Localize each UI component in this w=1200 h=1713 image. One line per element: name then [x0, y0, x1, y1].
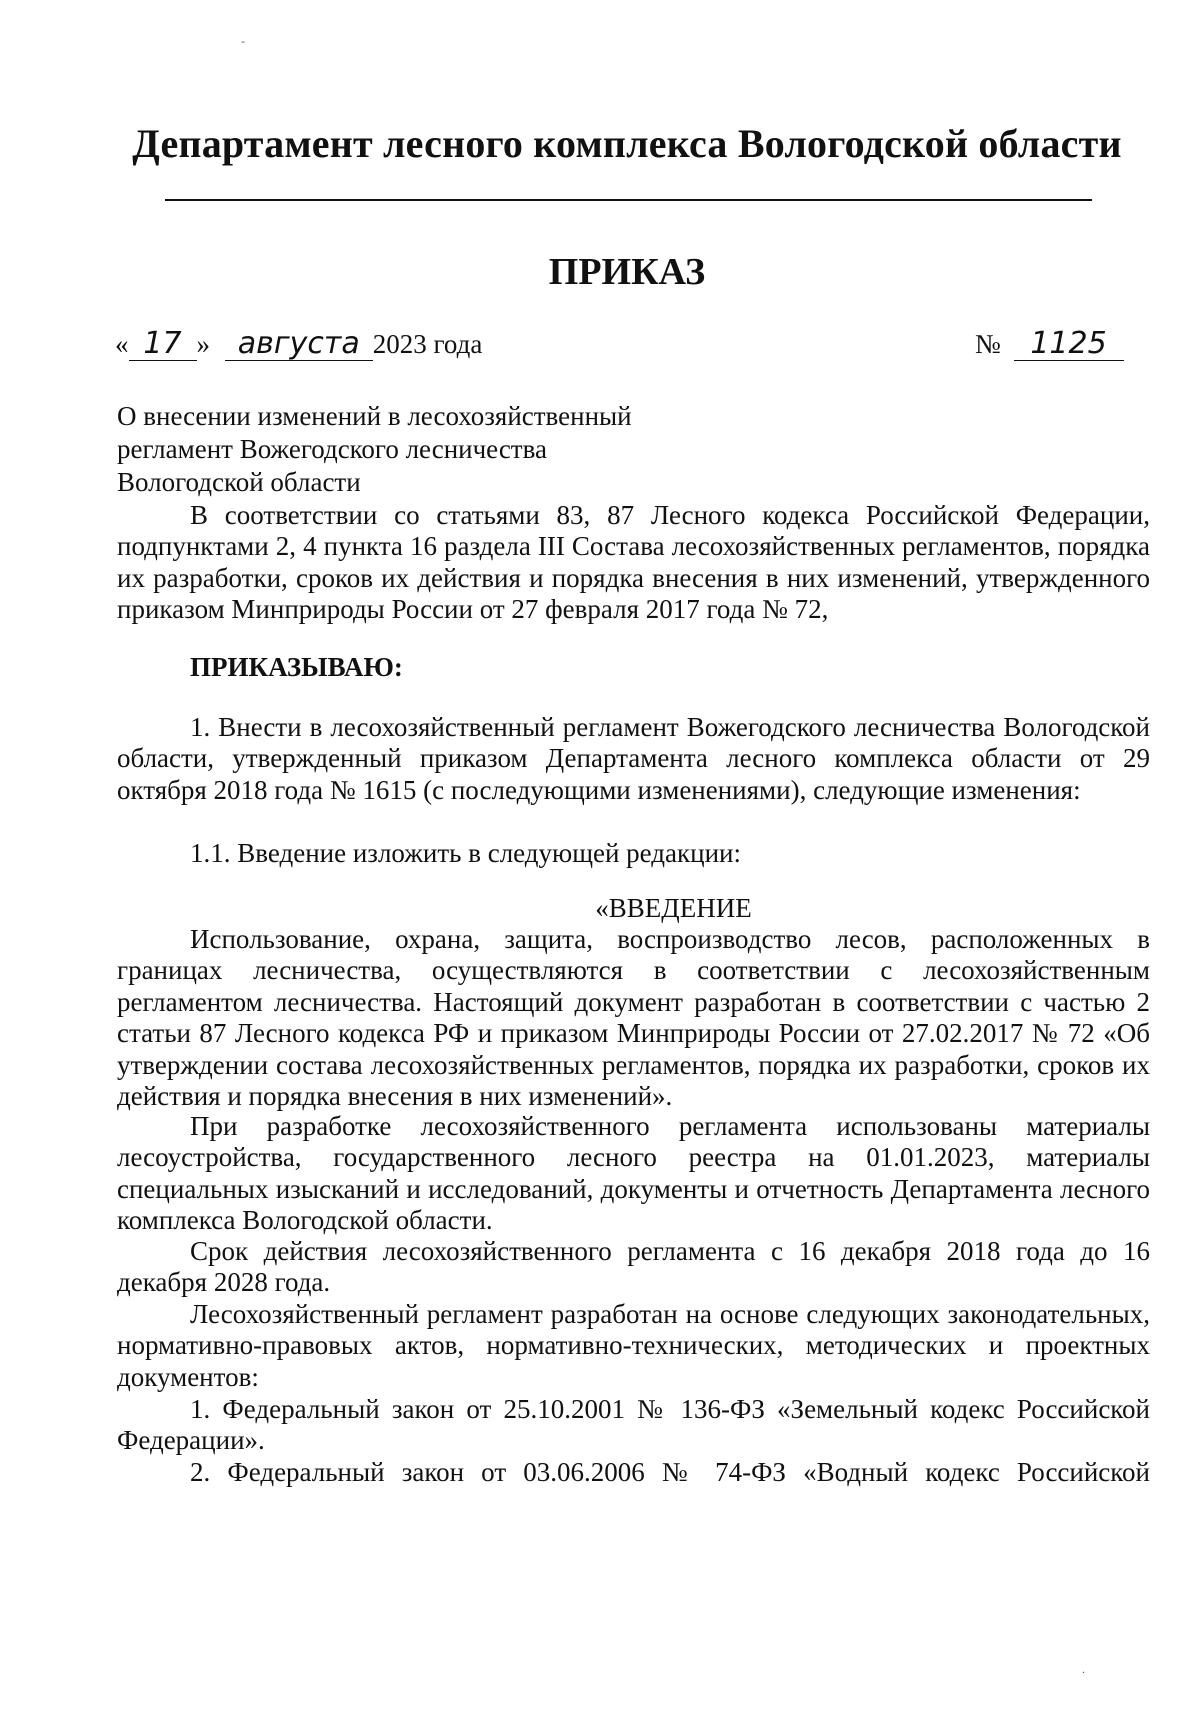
date-day-handwritten: 17: [129, 328, 197, 361]
department-title: Департамент лесного комплекса Вологодской области: [132, 121, 1122, 166]
order-subject: [117, 400, 632, 499]
legal-list-item: 2. Федеральный закон от 03.06.2006 № 74-ФЗ «Водный кодекс Российской: [190, 1457, 1150, 1487]
order-word: ПРИКАЗЫВАЮ:: [190, 652, 403, 682]
order-date: [115, 328, 482, 361]
date-year: 2023 года: [372, 329, 483, 359]
date-month-handwritten: августа: [225, 328, 373, 361]
document-type-heading: ПРИКАЗ: [548, 251, 706, 293]
item-1-1-paragraph: 1.1. Введение изложить в следующей редакции:: [190, 838, 741, 868]
legal-list-item: 1. Федеральный закон от 25.10.2001 № 136-ФЗ «Земельный кодекс Российской Федерации».: [117, 1394, 1150, 1456]
scan-speck: -: [241, 34, 245, 48]
date-close-quote: »: [196, 329, 210, 359]
title-divider: [165, 199, 1092, 201]
introduction-paragraph: При разработке лесохозяйственного регламента использованы материалы лесоустройства, государственного лесного реестра на 01.01.2023, материалы специальных изысканий и исследований, документы и отчетность Департамента лесного комплекса Вологодской области.: [117, 1111, 1150, 1236]
number-sign: №: [975, 329, 1001, 359]
scan-speck: .: [1082, 1662, 1085, 1676]
subject-line: Вологодской области: [117, 467, 361, 497]
introduction-paragraph: Использование, охрана, защита, воспроизводство лесов, расположенных в границах лесничества, осуществляются в соответствии с лесохозяйственным регламентом лесничества. Настоящий документ разработан в соответствии с частью 2 статьи 87 Лесного кодекса РФ и приказом Минприроды России от 27.02.2017 № 72 «Об утверждении состава лесохозяйственных регламентов, порядка их разработки, сроков их действия и порядка внесения в них изменений».: [117, 924, 1150, 1112]
subject-line: О внесении изменений в лесохозяйственный: [117, 401, 632, 431]
item-1-paragraph: 1. Внести в лесохозяйственный регламент Вожегодского лесничества Вологодской области, утвержденный приказом Департамента лесного комплекса области от 29 октября 2018 года № 1615 (с последующими изменениями), следующие изменения:: [117, 712, 1150, 805]
order-number-handwritten: 1125: [1014, 328, 1124, 361]
order-number: [975, 328, 1124, 361]
date-open-quote: «: [115, 329, 129, 359]
introduction-paragraph: Лесохозяйственный регламент разработан на основе следующих законодательных, нормативно-правовых актов, нормативно-технических, методических и проектных документов:: [117, 1299, 1150, 1392]
preamble-paragraph: В соответствии со статьями 83, 87 Лесного кодекса Российской Федерации, подпунктами 2, 4 пункта 16 раздела III Состава лесохозяйственных регламентов, порядка их разработки, сроков их действия и порядка внесения в них изменений, утвержденного приказом Минприроды России от 27 февраля 2017 года № 72,: [117, 500, 1150, 625]
introduction-paragraph: Срок действия лесохозяйственного регламента с 16 декабря 2018 года до 16 декабря 2028 года.: [117, 1236, 1150, 1298]
introduction-heading: «ВВЕДЕНИЕ: [595, 893, 752, 923]
subject-line: регламент Вожегодского лесничества: [117, 434, 547, 464]
